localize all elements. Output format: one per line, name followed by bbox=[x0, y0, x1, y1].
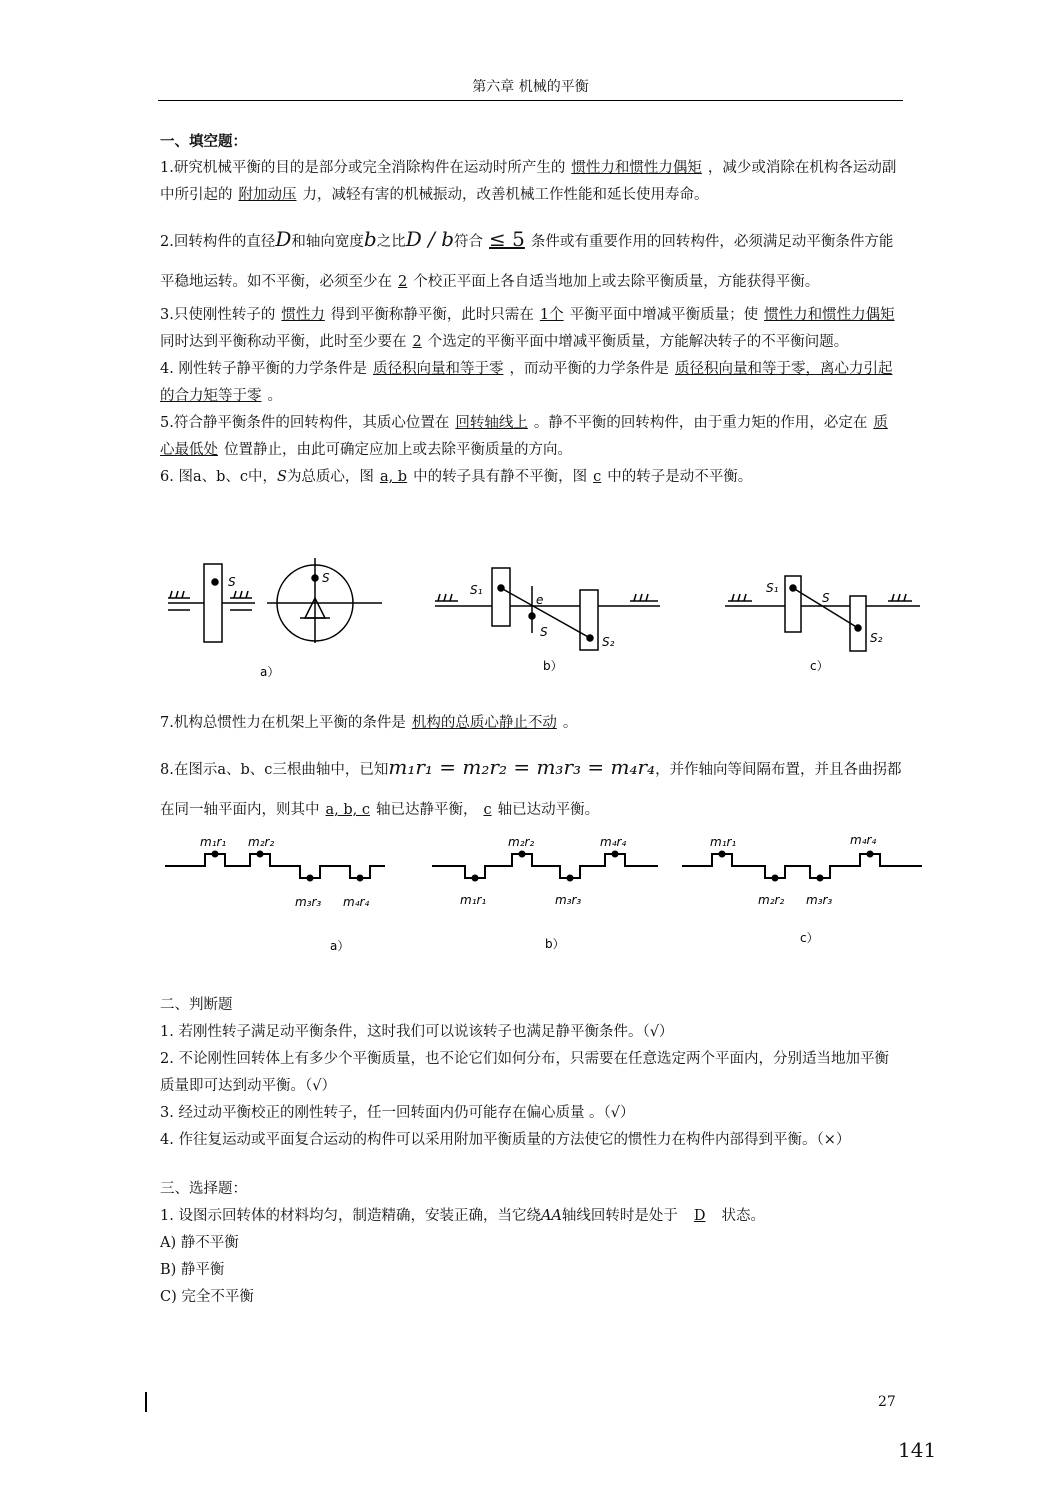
answer-blank: 质心最低处 bbox=[160, 415, 888, 458]
section-title: 一、填空题： bbox=[160, 133, 247, 150]
answer-blank: ≤ 5 bbox=[489, 227, 525, 251]
svg-text:m₂r₂: m₂r₂ bbox=[758, 893, 785, 907]
section-true-false bbox=[160, 992, 902, 1311]
section-title: 三、选择题： bbox=[160, 1181, 247, 1197]
tf-item: 3. 经过动平衡校正的刚性转子，任一回转面内仍可能存在偏心质量 。（√） bbox=[160, 1105, 635, 1121]
svg-text:m₃r₃: m₃r₃ bbox=[555, 893, 582, 907]
svg-text:m₁r₁: m₁r₁ bbox=[460, 893, 487, 907]
svg-text:m₂r₂: m₂r₂ bbox=[248, 835, 275, 849]
question-5: 5.符合静平衡条件的回转构件，其质心位置在 回转轴线上 。静不平衡的回转构件，由于重力矩的作用，必定在 质心最低处 位置静止，由此可确定应加上或去除平衡质量的方向。 bbox=[160, 415, 888, 458]
svg-text:m₄r₄: m₄r₄ bbox=[343, 895, 370, 909]
section-fill-in bbox=[160, 128, 902, 491]
svg-text:S₂: S₂ bbox=[602, 635, 615, 649]
svg-text:m₁r₁: m₁r₁ bbox=[710, 835, 737, 849]
question-4: 4. 刚性转子静平衡的力学条件是 质径积向量和等于零 ，而动平衡的力学条件是 质径积向量和等于零，离心力引起的合力矩等于零 。 bbox=[160, 361, 893, 404]
svg-text:b）: b） bbox=[543, 659, 563, 673]
answer-blank: 附加动压 bbox=[238, 187, 297, 203]
choice-option-b: B) 静平衡 bbox=[160, 1262, 225, 1278]
crankshaft-figure bbox=[160, 832, 930, 962]
page-number: 27 bbox=[878, 1394, 896, 1410]
question-8: 8.在图示a、b、c三根曲轴中，已知m₁r₁ = m₂r₂ = m₃r₃ = m₄r₄，并作轴向等间隔布置，并且各曲拐都在同一轴平面内，则其中 a, b, c 轴已达静平衡， c 轴已达动平衡。 bbox=[160, 755, 902, 818]
questions-7-8 bbox=[160, 710, 902, 830]
svg-text:a）: a） bbox=[260, 665, 280, 679]
tf-item: 1. 若刚性转子满足动平衡条件，这时我们可以说该转子也满足静平衡条件。（√） bbox=[160, 1024, 674, 1040]
svg-text:S: S bbox=[322, 571, 330, 585]
choice-option-c: C) 完全不平衡 bbox=[160, 1289, 254, 1305]
answer-blank: 质径积向量和等于零 bbox=[372, 361, 504, 377]
svg-text:m₃r₃: m₃r₃ bbox=[295, 895, 322, 909]
svg-text:S₂: S₂ bbox=[870, 631, 883, 645]
answer-blank: 质径积向量和等于零，离心力引起的合力矩等于零 bbox=[160, 361, 893, 404]
answer-blank: 惯性力和惯性力偶矩 bbox=[764, 307, 895, 323]
tf-item: 2. 不论刚性回转体上有多少个平衡质量，也不论它们如何分布，只需要在任意选定两个平面内，分别适当地加平衡质量即可达到动平衡。（√） bbox=[160, 1051, 889, 1094]
svg-text:m₃r₃: m₃r₃ bbox=[806, 893, 833, 907]
question-1: 1.研究机械平衡的目的是部分或完全消除构件在运动时所产生的 惯性力和惯性力偶矩 ，减少或消除在机构各运动副中所引起的 附加动压 力，减轻有害的机械振动，改善机械工作性能和延长使用寿命。 bbox=[160, 160, 897, 203]
answer-blank: 2 bbox=[398, 274, 408, 290]
svg-text:S: S bbox=[228, 575, 236, 589]
svg-text:S: S bbox=[822, 591, 830, 605]
answer-blank: D bbox=[693, 1208, 706, 1224]
question-7: 7.机构总惯性力在机架上平衡的条件是 机构的总质心静止不动 。 bbox=[160, 715, 578, 731]
answer-blank: 2 bbox=[412, 334, 422, 350]
question-6: 6. 图a、b、c中，S为总质心，图 a, b 中的转子具有静不平衡，图 c 中的转子是动不平衡。 bbox=[160, 469, 753, 485]
answer-blank: c bbox=[593, 469, 602, 485]
page-number-secondary: 141 bbox=[898, 1438, 937, 1462]
svg-text:m₂r₂: m₂r₂ bbox=[508, 835, 535, 849]
answer-blank: 1个 bbox=[539, 307, 564, 323]
svg-text:S₁: S₁ bbox=[470, 583, 483, 597]
svg-text:m₄r₄: m₄r₄ bbox=[850, 833, 877, 847]
tf-item: 4. 作往复运动或平面复合运动的构件可以采用附加平衡质量的方法使它的惯性力在构件内部得到平衡。（×） bbox=[160, 1132, 851, 1148]
svg-text:e: e bbox=[536, 593, 544, 607]
question-3: 3.只使刚性转子的 惯性力 得到平衡称静平衡，此时只需在 1个 平衡平面中增减平衡质量；使 惯性力和惯性力偶矩同时达到平衡称动平衡，此时至少要在 2 个选定的平衡平面中增减平衡质量，方能解决转子的不平衡问题。 bbox=[160, 302, 902, 356]
svg-text:b）: b） bbox=[545, 937, 565, 951]
svg-text:S: S bbox=[540, 625, 548, 639]
answer-blank: 回转轴线上 bbox=[455, 415, 528, 431]
svg-text:c）: c） bbox=[810, 659, 829, 673]
svg-text:m₄r₄: m₄r₄ bbox=[600, 835, 627, 849]
svg-text:c）: c） bbox=[800, 931, 819, 945]
section-title: 二、判断题 bbox=[160, 997, 233, 1013]
answer-blank: a, b, c bbox=[325, 802, 370, 818]
svg-text:m₁r₁: m₁r₁ bbox=[200, 835, 227, 849]
rotor-figure bbox=[160, 558, 920, 688]
answer-blank: 机构的总质心静止不动 bbox=[411, 715, 557, 731]
svg-text:a）: a） bbox=[330, 939, 350, 953]
answer-blank: a, b bbox=[379, 469, 408, 485]
question-2: 2.回转构件的直径D和轴向宽度b之比D / b符合 ≤ 5 条件或有重要作用的回转构件，必须满足动平衡条件方能平稳地运转。如不平衡，必须至少在 2 个校正平面上各自适当地加上或去除平衡质量，方能获得平衡。 bbox=[160, 227, 894, 290]
choice-option-a: A) 静不平衡 bbox=[160, 1235, 239, 1251]
answer-blank: 惯性力 bbox=[281, 307, 325, 323]
answer-blank: 惯性力和惯性力偶矩 bbox=[571, 160, 702, 176]
svg-text:S₁: S₁ bbox=[766, 581, 779, 595]
page-header: 第六章 机械的平衡 bbox=[158, 76, 903, 101]
answer-blank: c bbox=[483, 802, 492, 818]
choice-question-1: 1. 设图示回转体的材料均匀，制造精确，安装正确，当它绕AA轴线回转时是处于 D 状态。 bbox=[160, 1208, 766, 1224]
footer-divider bbox=[145, 1392, 147, 1412]
